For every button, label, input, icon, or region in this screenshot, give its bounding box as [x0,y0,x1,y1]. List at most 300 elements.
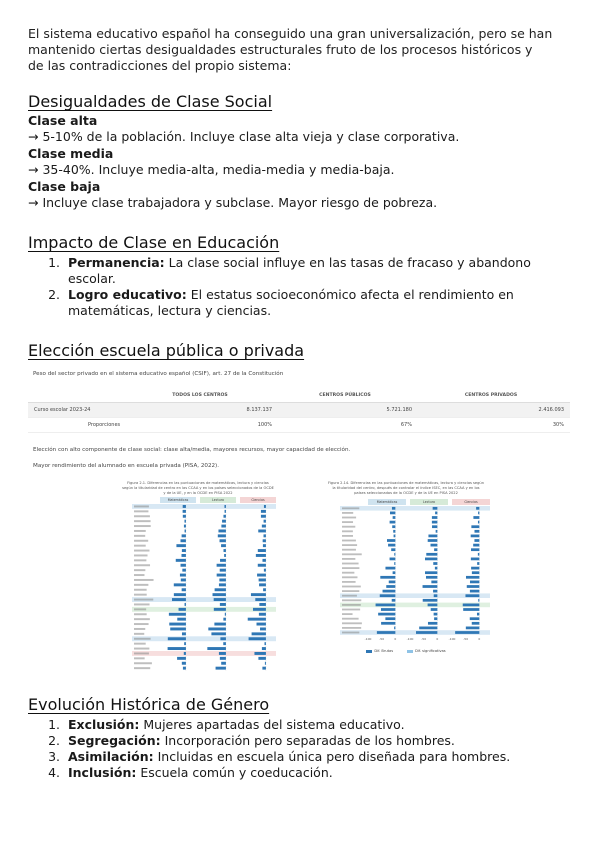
bar [222,520,226,523]
bar [425,571,437,574]
section-title-school-choice: Elección escuela pública o privada [28,341,305,360]
bar [380,594,396,597]
bar [182,588,186,591]
bar [220,657,226,660]
figure-1-chart [108,496,288,674]
row-label [134,648,149,650]
bar [474,539,479,542]
panel-label: Lectura [423,500,435,505]
bar [387,539,395,542]
bar [385,617,395,620]
axis-tick: -100 [448,636,456,641]
row-label [134,638,151,640]
bar [221,525,226,528]
bar [264,505,266,508]
table-header-cell: CENTROS PÚBLICOS [319,393,371,398]
bar [477,613,479,616]
bar [265,662,266,665]
bar [219,583,226,586]
bar [183,505,186,508]
bar [254,652,265,655]
bar [471,558,480,561]
row-label [134,599,153,601]
axis-tick: 0 [436,636,439,641]
bar [433,562,437,565]
row-label [342,563,359,565]
axis-tick: -50 [421,636,427,641]
bar [184,652,186,655]
bar [390,558,396,561]
axis-tick: 0 [394,636,397,641]
bar [184,642,186,645]
table-cell: 2.416.093 [538,407,564,413]
bar [262,647,266,650]
bar [249,637,266,640]
table-header-cell: CENTROS PRIVADOS [464,393,518,398]
bar [470,590,479,593]
row-label [342,535,353,537]
impact-term-2: Logro educativo: [68,287,187,302]
legend-item [407,649,446,653]
bar [253,608,266,611]
section-title-class: Desigualdades de Clase Social [28,92,273,111]
row-highlight [132,651,276,656]
row-label [342,544,357,546]
row-label [342,558,355,560]
impact-text-2: El estatus socioeconómico afecta el rendimiento en [186,287,514,302]
bar [433,507,438,510]
class-alta-label: Clase alta [28,113,98,128]
bar [225,510,226,513]
gender-term-3: Asimilación: [68,749,154,764]
bar [472,622,480,625]
axis-tick: 0 [478,636,481,641]
row-label [342,549,356,551]
bar [428,622,437,625]
bar [258,549,266,552]
figure-2-title-line: la titularidad del centro, después de controlar el índice ISEC, en las CCAA y en los [332,486,480,490]
bar [376,604,396,607]
row-label [134,545,146,547]
bar [182,662,186,665]
bar [214,598,226,601]
bar [381,622,395,625]
row-highlight [340,506,490,511]
bar [471,548,479,551]
bar [472,571,479,574]
bar [258,564,266,567]
row-label [342,586,361,588]
row-label [342,521,353,523]
bar [257,623,266,626]
bar [434,613,438,616]
bar [471,535,480,538]
class-alta-text: → 5-10% de la población. Incluye clase alta vieja y clase corporativa. [28,129,460,144]
bar [252,632,266,635]
bar [223,515,225,518]
row-label [134,589,147,591]
bar [476,507,479,510]
table-cell: 5.721.180 [386,407,412,413]
bar [470,581,479,584]
impact-term-1: Permanencia: [68,255,165,270]
bar [181,578,186,581]
bar [258,529,266,532]
axis-tick: -50 [463,636,469,641]
impact-item-1 [64,255,572,287]
row-label [342,530,353,532]
class-baja-label: Clase baja [28,179,101,194]
bar [224,554,226,557]
bar [261,515,266,518]
bar [262,559,265,562]
bar [431,608,438,611]
gender-list [64,717,572,781]
bar [263,588,266,591]
bar [432,516,437,519]
bar [264,642,265,645]
bar [477,562,479,565]
gender-term-2: Segregación: [68,733,161,748]
impact-text-1: La clase social influye en las tasas de fracaso y abandono escolar. [68,255,531,286]
row-label [342,609,360,611]
bar [264,569,266,572]
row-label [134,535,145,537]
row-label [342,572,354,574]
axis-tick: -50 [379,636,385,641]
row-label [342,567,359,569]
bar [471,525,479,528]
bar [431,544,438,547]
panel-label: Lectura [212,498,224,503]
row-label [134,520,151,522]
gender-item-4 [64,765,572,781]
figure-2-legend [310,649,502,653]
row-label [134,628,145,630]
bar [220,603,226,606]
row-label [134,559,146,561]
row-label [134,584,148,586]
bar [183,515,186,518]
gender-text-2: Incorporación pero separadas de los hombres. [160,733,455,748]
row-label [342,553,362,555]
table-caption: Peso del sector privado en el sistema educativo español (CSIF), art. 27 de la Constitución [33,371,284,377]
bar [432,521,437,524]
gender-text-3: Incluidas en escuela única pero diseñada para hombres. [153,749,511,764]
bar [185,529,186,532]
table-cell: Curso escolar 2023-24 [34,407,91,413]
bar [256,554,266,557]
bar [168,637,186,640]
row-label [134,569,145,571]
figures-area [28,481,572,681]
bar [473,516,479,519]
row-label [134,657,145,659]
gender-text-1: Mujeres apartadas del sistema educativo. [139,717,405,732]
class-media-text: → 35-40%. Incluye media-alta, media-media y media-baja. [28,162,395,177]
row-label [342,604,361,606]
bar [435,512,437,515]
row-label [134,652,149,654]
note-class-choice: Elección con alto componente de clase social: clase alta/media, mayores recursos, mayor capacidad de elección. [33,447,351,453]
legend-label: Dif. significativas [415,649,446,653]
class-media-label: Clase media [28,146,114,161]
impact-list [64,255,572,319]
intro-line-2: mantenido ciertas desigualdades estructurales fruto de los procesos históricos y [28,42,533,57]
axis-tick: -100 [406,636,414,641]
intro-line-3: de las contradicciones del propio sistema: [28,58,292,73]
figure-1-title-line: y de la UE, y en la OCDE en PISA 2022 [163,491,233,495]
row-label [134,530,146,532]
table-cell: Proporciones [88,422,121,428]
row-label [134,608,146,610]
school-table [28,389,570,433]
bar [221,662,226,665]
bar [180,574,186,577]
bar [419,627,437,630]
figure-1-title [108,481,288,496]
bar [181,554,185,557]
bar [177,657,186,660]
table-cell: 30% [552,422,564,428]
bar [428,535,437,538]
bar [390,521,396,524]
bar [179,608,186,611]
bar [392,507,395,510]
bar [168,647,186,650]
bar [218,529,225,532]
gender-term-1: Exclusión: [68,717,140,732]
row-label [342,540,356,542]
bar [248,618,266,621]
bar [216,667,226,670]
intro-paragraph [28,26,572,74]
row-label [134,505,149,507]
row-label [134,579,154,581]
bar [180,539,185,542]
bar [381,608,395,611]
bar [172,598,186,601]
row-label [134,525,151,527]
impact-item-2 [64,287,572,319]
bar [385,567,395,570]
bar [390,512,395,515]
bar [184,525,186,528]
axis-tick: -100 [364,636,372,641]
row-label [134,515,150,517]
bar [251,593,266,596]
row-label [134,618,150,620]
bar [182,549,186,552]
figure-2-title-line: Figura 2.14. Diferencias en las puntuaciones de matemáticas, lectura y ciencias según [328,481,484,485]
row-label [342,526,355,528]
bar [471,567,479,570]
bar [211,632,226,635]
row-label [342,622,362,624]
bar [436,530,438,533]
figure-2-title-line: países seleccionados de la OCDE y de la UE en PISA 2022 [354,491,458,495]
table-cell: 67% [400,422,412,428]
bar [394,535,396,538]
bar [423,599,438,602]
bar [378,613,395,616]
class-list [28,113,572,211]
bar [215,588,226,591]
panel-label: Matemáticas [167,498,189,503]
bar [176,559,186,562]
bar [170,627,186,630]
table-cell: 100% [257,422,272,428]
bar [263,544,266,547]
row-label [134,540,148,542]
row-label [342,517,356,519]
bar [169,613,186,616]
legend-item [366,649,393,653]
intro-line-1: El sistema educativo español ha conseguido una gran universalización, pero se han [28,26,553,41]
bar [221,544,226,547]
impact-text-2b: matemáticas, lectura y ciencias. [68,303,272,318]
bar [463,604,480,607]
bar [259,583,266,586]
bar [177,618,186,621]
bar [425,558,437,561]
bar [182,632,186,635]
gender-term-4: Inclusión: [68,765,137,780]
bar [182,569,186,572]
bar [208,627,226,630]
figure-1 [108,481,288,674]
bar [224,505,225,508]
gender-text-4: Escuela común y coeducación. [136,765,333,780]
bar [257,574,266,577]
row-label [134,574,144,576]
row-label [342,507,359,509]
bar [183,510,186,513]
bar [223,618,226,621]
bar [176,544,185,547]
row-label [342,618,359,620]
row-label [134,550,149,552]
bar [219,652,226,655]
bar [394,562,395,565]
bar [185,603,186,606]
bar [220,569,226,572]
table-cell: 8.137.137 [246,407,272,413]
legend-swatch [407,650,413,653]
bar [219,578,226,581]
bar [428,539,438,542]
bar [478,512,479,515]
bar [435,567,437,570]
bar [434,548,437,551]
bar [223,642,226,645]
bar [264,520,266,523]
bar [259,578,266,581]
row-label [134,613,147,615]
bar [380,576,395,579]
bar [260,627,266,630]
row-label [134,662,152,664]
row-label [134,554,148,556]
bar [392,525,395,528]
row-label [134,623,149,625]
bar [217,564,226,567]
row-label [342,581,356,583]
bar [393,516,396,519]
legend-label: Dif. Brutas [374,649,394,653]
row-label [134,510,148,512]
bar [225,613,226,616]
table-header-cell: TODOS LOS CENTROS [172,393,228,398]
figure-2 [310,481,502,653]
section-title-gender: Evolución Histórica de Género [28,695,270,714]
section-title-impact: Impacto de Clase en Educación [28,233,280,252]
bar [426,576,437,579]
bar [220,539,226,542]
bar [174,583,186,586]
row-highlight [132,597,276,602]
gender-item-3 [64,749,572,765]
bar [258,657,266,660]
bar [394,627,395,630]
figure-1-title-line: según la titularidad de centro en las CCAA y en los países seleccionados de la OCDE [122,486,274,490]
bar [466,627,480,630]
row-label [134,667,150,669]
bar [207,647,226,650]
row-label [342,627,361,629]
bar [467,585,480,588]
bar [214,623,226,626]
row-label [342,512,353,514]
bar [213,593,226,596]
bar [184,520,185,523]
bar [181,564,186,567]
legend-swatch [366,650,372,653]
bar [255,598,266,601]
bar [463,608,479,611]
bar [455,631,479,634]
bar [470,617,480,620]
bar [259,613,266,616]
table-header-row [28,389,570,403]
row-label [134,603,150,605]
panel-label: Matemáticas [376,500,398,505]
bar [428,604,438,607]
bar [224,549,226,552]
note-pisa: Mayor rendimiento del alumnado en escuela privada (PISA, 2022). [33,463,220,469]
bar [416,631,437,634]
row-label [342,599,361,601]
bar [262,667,266,670]
bar [432,525,437,528]
bar [465,594,479,597]
row-label [134,643,146,645]
row-label [342,595,357,597]
bar [259,603,266,606]
bar [478,599,479,602]
row-label [134,633,144,635]
bar [426,553,437,556]
bar [392,599,396,602]
row-label [342,576,357,578]
bar [434,617,437,620]
bar [478,553,480,556]
bar [473,544,479,547]
row-label [134,564,150,566]
bar [389,581,396,584]
bar [433,590,437,593]
bar [386,585,395,588]
